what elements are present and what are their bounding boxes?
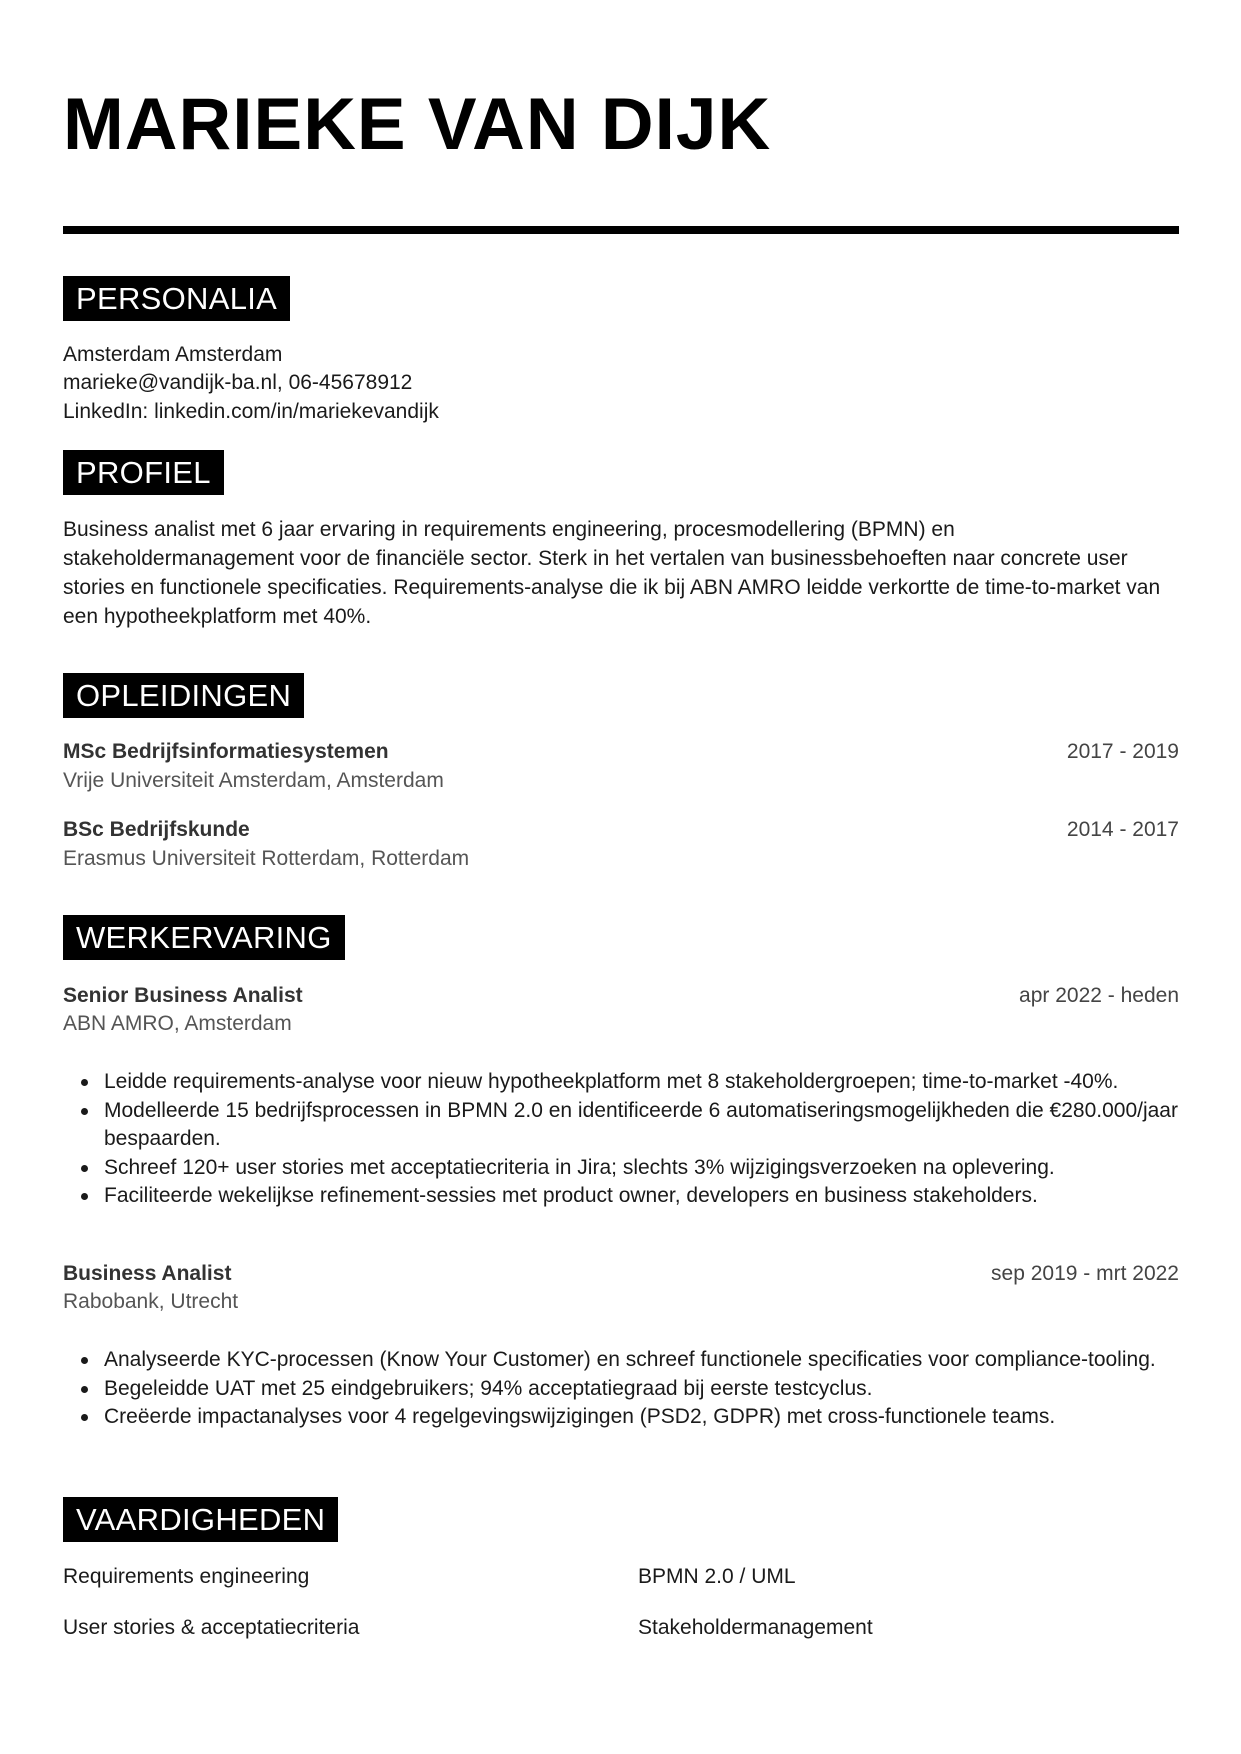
job-company: Rabobank, Utrecht [63, 1290, 239, 1313]
list-item: Begeleidde UAT met 25 eindgebruikers; 94% acceptatiegraad bij eerste testcyclus. [104, 1375, 1179, 1404]
skill-item: Requirements engineering [63, 1565, 310, 1588]
education-dates: 2017 - 2019 [1066, 740, 1179, 763]
job-bullets [63, 1346, 1179, 1432]
job-dates: apr 2022 - heden [1019, 984, 1179, 1007]
list-item: Leidde requirements-analyse voor nieuw hypotheekplatform met 8 stakeholdergroepen; time-to-market -40%. [104, 1068, 1179, 1097]
education-degree: BSc Bedrijfskunde [63, 818, 250, 841]
list-item: Creëerde impactanalyses voor 4 regelgevingswijzigingen (PSD2, GDPR) met cross-functionele teams. [104, 1403, 1179, 1432]
list-item: Faciliteerde wekelijkse refinement-sessies met product owner, developers en business stakeholders. [104, 1182, 1179, 1211]
list-item: Modelleerde 15 bedrijfsprocessen in BPMN 2.0 en identificeerde 6 automatiseringsmogelijkheden die €280.000/jaar bespaarden. [104, 1097, 1179, 1154]
education-institution: Vrije Universiteit Amsterdam, Amsterdam [63, 769, 444, 792]
education-item [63, 816, 1179, 844]
list-item: Analyseerde KYC-processen (Know Your Customer) en schreef functionele specificaties voor compliance-tooling. [104, 1346, 1179, 1375]
header-divider [63, 226, 1179, 234]
personalia-location: Amsterdam Amsterdam [63, 343, 283, 366]
section-heading-vaardigheden: VAARDIGHEDEN [63, 1497, 338, 1542]
education-dates: 2014 - 2017 [1066, 818, 1179, 841]
section-heading-profiel: PROFIEL [63, 450, 224, 495]
section-heading-opleidingen: OPLEIDINGEN [63, 673, 304, 718]
job-title: Senior Business Analist [63, 984, 303, 1007]
section-heading-werkervaring: WERKERVARING [63, 915, 345, 960]
personalia-linkedin: LinkedIn: linkedin.com/in/mariekevandijk [63, 400, 439, 423]
skill-item: BPMN 2.0 / UML [638, 1565, 796, 1588]
profiel-text: Business analist met 6 jaar ervaring in requirements engineering, procesmodellering (BPMN) en stakeholdermanagement voor de financiële sector. Sterk in het vertalen van businessbehoeften naar concrete user stories en functionele specificaties. Requirements-analyse die ik bij ABN AMRO leidde verkortte de time-to-market van een hypotheekplatform met 40%. [63, 518, 1161, 628]
job-item [63, 982, 1179, 1010]
job-item [63, 1260, 1179, 1288]
education-degree: MSc Bedrijfsinformatiesystemen [63, 740, 389, 763]
job-title: Business Analist [63, 1262, 232, 1285]
section-heading-personalia: PERSONALIA [63, 276, 290, 321]
education-item [63, 738, 1179, 766]
personalia-contact: marieke@vandijk-ba.nl, 06-45678912 [63, 371, 413, 394]
list-item: Schreef 120+ user stories met acceptatiecriteria in Jira; slechts 3% wijzigingsverzoeken na oplevering. [104, 1154, 1179, 1183]
candidate-name: MARIEKE VAN DIJK [63, 84, 772, 165]
job-company: ABN AMRO, Amsterdam [63, 1012, 292, 1035]
job-bullets [63, 1068, 1179, 1211]
job-dates: sep 2019 - mrt 2022 [991, 1262, 1179, 1285]
skill-item: User stories & acceptatiecriteria [63, 1616, 360, 1639]
skill-item: Stakeholdermanagement [638, 1616, 873, 1639]
education-institution: Erasmus Universiteit Rotterdam, Rotterdam [63, 847, 470, 870]
